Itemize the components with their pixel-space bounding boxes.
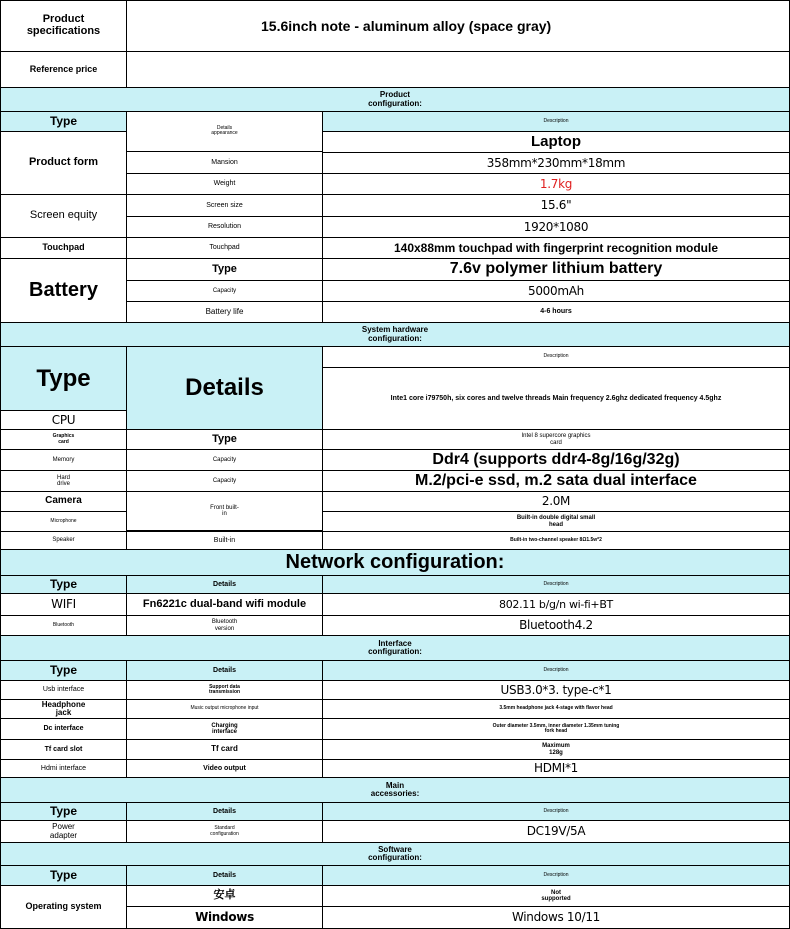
software-details-header: Details — [126, 865, 323, 886]
weight-label: Weight — [126, 173, 323, 195]
power-detail-text: Standard configuration — [210, 825, 239, 837]
usb-interface-label: Usb interface — [0, 680, 127, 700]
microphone-value-text: Built-in double digital small head — [516, 515, 596, 528]
dc-value-text: Outer diameter 3.5mm, inner diameter 1.35mm tuning fork head — [492, 722, 620, 734]
bluetooth-detail-text: Bluetooth version — [211, 619, 238, 632]
tf-card-value-text: Maximum 128g — [542, 743, 570, 756]
product-form-label: Product form — [0, 131, 127, 195]
memory-capacity-label: Capacity — [126, 449, 323, 471]
power-detail — [126, 820, 323, 843]
network-type-header: Type — [0, 575, 127, 594]
hard-drive-text: Hard drive — [56, 474, 70, 487]
tf-card-slot-label: Tf card slot — [0, 739, 127, 760]
graphics-type-label: Type — [126, 429, 323, 450]
graphics-card-value-text: Intel 8 supercore graphics card — [521, 433, 591, 446]
product-specifications-label-text: Product specifications — [26, 13, 101, 37]
mansion-value: 358mm*230mm*18mm — [322, 152, 790, 174]
android-label: 安卓 — [126, 885, 323, 907]
product-configuration-header-text: Product configuration: — [368, 90, 422, 108]
resolution-value: 1920*1080 — [322, 216, 790, 238]
usb-detail — [126, 680, 323, 700]
cpu-value: Inte1 core i79750h, six cores and twelve threads Main frequency 2.6ghz dedicated frequency 4.5ghz — [322, 367, 790, 430]
system-type-header: Type — [0, 346, 127, 411]
power-adapter-text: Power adapter — [49, 822, 78, 840]
cpu-label: CPU — [0, 410, 127, 430]
camera-label: Camera — [0, 491, 127, 512]
bluetooth-value: Bluetooth4.2 — [322, 615, 790, 636]
reference-price-label: Reference price — [0, 51, 127, 88]
hdmi-interface-label: Hdmi interface — [0, 759, 127, 778]
android-value — [322, 885, 790, 907]
network-description-header: Description — [322, 575, 790, 594]
interface-configuration-header-text: Interface configuration: — [368, 638, 422, 656]
accessories-description-header: Description — [322, 802, 790, 821]
memory-label: Memory — [0, 449, 127, 471]
headphone-detail — [126, 699, 323, 719]
software-description-header: Description — [322, 865, 790, 886]
dc-interface-label: Dc interface — [0, 718, 127, 740]
touchpad-value: 140x88mm touchpad with fingerprint recognition module — [322, 237, 790, 259]
microphone-label: Microphone — [0, 511, 127, 532]
accessories-details-header: Details — [126, 802, 323, 821]
memory-value: Ddr4 (supports ddr4-8g/16g/32g) — [322, 449, 790, 471]
system-details-header: Details — [126, 346, 323, 430]
resolution-label: Resolution — [126, 216, 323, 238]
screen-size-label: Screen size — [126, 194, 323, 217]
camera-detail-text: Front built-in — [210, 504, 239, 517]
camera-detail — [126, 491, 323, 531]
battery-life-label: Battery life — [126, 301, 323, 323]
headphone-detail-text: Music output microphone input — [190, 705, 259, 712]
hdmi-value: HDMI*1 — [322, 759, 790, 778]
speaker-value: Built-in two-channel speaker 8Ω1.5w*2 — [322, 531, 790, 550]
interface-type-header: Type — [0, 660, 127, 681]
interface-description-header: Description — [322, 660, 790, 681]
dc-detail-text: Charging interface — [211, 722, 238, 735]
speaker-detail: Built-in — [126, 531, 323, 550]
interface-configuration-header — [0, 635, 790, 661]
bluetooth-label: Bluetooth — [0, 615, 127, 636]
usb-detail-text: Support data transmission — [208, 683, 241, 695]
wifi-label: WIFI — [0, 593, 127, 616]
mansion-label: Mansion — [126, 151, 323, 174]
wifi-detail: Fn6221c dual-band wifi module — [126, 593, 323, 616]
dc-value — [322, 718, 790, 740]
power-value: DC19V/5A — [322, 820, 790, 843]
screen-size-value: 15.6" — [322, 194, 790, 217]
speaker-label: Speaker — [0, 531, 127, 550]
battery-label: Battery — [0, 258, 127, 323]
headphone-jack-text: Headphone jack — [41, 699, 86, 717]
windows-label: Windows — [126, 906, 323, 929]
product-configuration-header — [0, 87, 790, 112]
product-description-header: Description — [322, 111, 790, 132]
drive-capacity-label: Capacity — [126, 470, 323, 492]
dc-detail — [126, 718, 323, 740]
system-hardware-header-text: System hardware configuration: — [361, 325, 429, 343]
product-specifications-label — [0, 0, 127, 52]
battery-type-label: Type — [126, 258, 323, 281]
camera-value: 2.0M — [322, 491, 790, 512]
reference-price-value — [126, 51, 790, 88]
operating-system-label: Operating system — [0, 885, 127, 929]
product-specifications-value: 15.6inch note - aluminum alloy (space gray) — [126, 0, 790, 52]
network-configuration-header: Network configuration: — [0, 549, 790, 576]
microphone-value — [322, 511, 790, 532]
network-details-header: Details — [126, 575, 323, 594]
headphone-value-text: 3.5mm headphone jack 4-stage with flavor head — [499, 705, 613, 712]
interface-details-header: Details — [126, 660, 323, 681]
details-appearance-text: Details appearance — [211, 125, 238, 137]
details-appearance-header — [126, 111, 323, 152]
capacity-label: Capacity — [126, 280, 323, 302]
graphics-card-value — [322, 429, 790, 450]
wifi-value: 802.11 b/g/n wi-fi+BT — [322, 593, 790, 616]
tf-card-value — [322, 739, 790, 760]
tf-card-detail: Tf card — [126, 739, 323, 760]
product-form-value: Laptop — [322, 131, 790, 153]
hard-drive-label — [0, 470, 127, 492]
headphone-value — [322, 699, 790, 719]
headphone-jack-label — [0, 699, 127, 719]
battery-type-value: 7.6v polymer lithium battery — [322, 258, 790, 281]
system-description-header: Description — [322, 346, 790, 368]
android-value-text: Not supported — [541, 889, 571, 902]
accessories-type-header: Type — [0, 802, 127, 821]
software-type-header: Type — [0, 865, 127, 886]
graphics-card-label — [0, 429, 127, 450]
product-type-header: Type — [0, 111, 127, 132]
touchpad-label: Touchpad — [0, 237, 127, 259]
touchpad-detail: Touchpad — [126, 237, 323, 259]
usb-value: USB3.0*3. type-c*1 — [322, 680, 790, 700]
hard-drive-value: M.2/pci-e ssd, m.2 sata dual interface — [322, 470, 790, 492]
system-hardware-header — [0, 322, 790, 347]
weight-value: 1.7kg — [322, 173, 790, 195]
graphics-card-text: Graphics card — [52, 433, 75, 445]
software-configuration-header-text: Software configuration: — [368, 844, 422, 862]
screen-equity-label: Screen equity — [0, 194, 127, 238]
windows-value: Windows 10/11 — [322, 906, 790, 929]
software-configuration-header — [0, 842, 790, 866]
hdmi-detail: Video output — [126, 759, 323, 778]
main-accessories-header-text: Main accessories: — [370, 780, 420, 798]
capacity-value: 5000mAh — [322, 280, 790, 302]
bluetooth-detail — [126, 615, 323, 636]
battery-life-value: 4-6 hours — [322, 301, 790, 323]
power-adapter-label — [0, 820, 127, 843]
main-accessories-header — [0, 777, 790, 803]
